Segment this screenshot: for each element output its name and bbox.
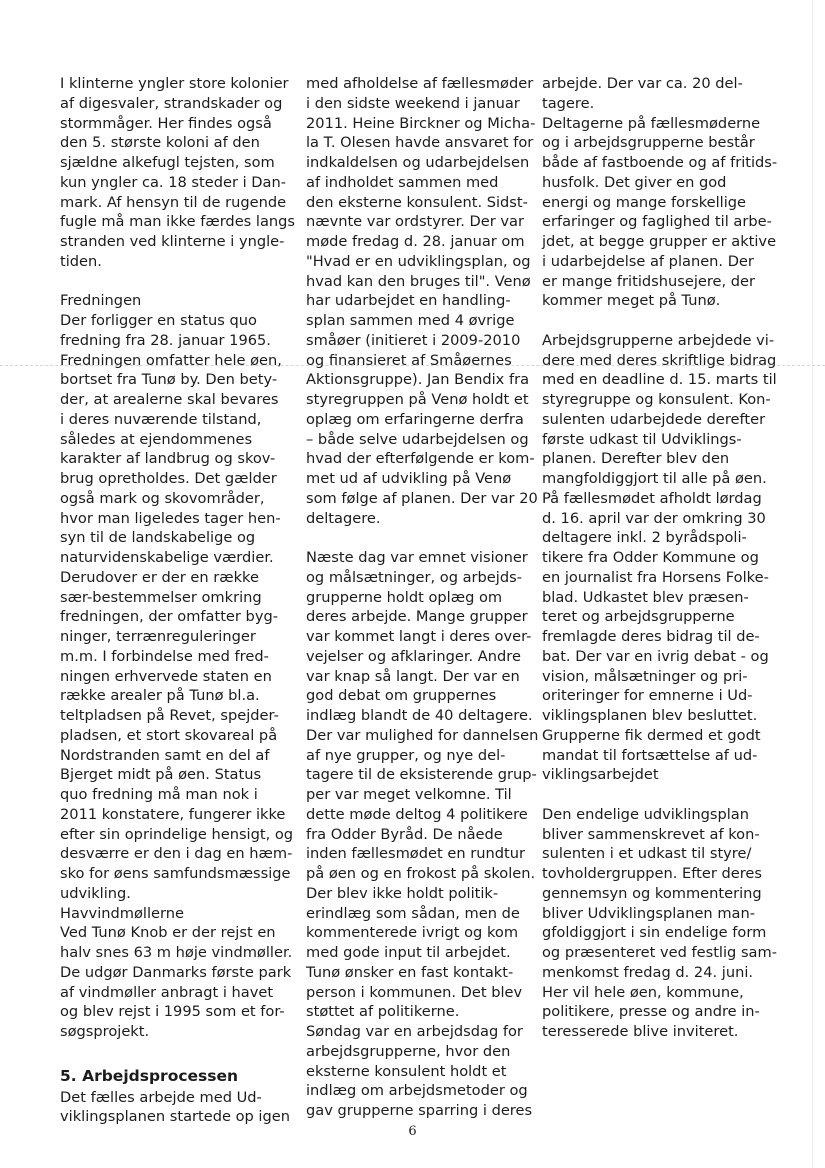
text-line: fra Odder Byråd. De nåede <box>306 825 503 843</box>
text-line: karakter af landbrug og skov- <box>60 450 276 468</box>
text-line: Næste dag var emnet visioner <box>306 549 528 566</box>
text-line: dette møde deltog 4 politikere <box>306 805 528 823</box>
text-line: og blev rejst i 1995 som et for- <box>60 1003 285 1021</box>
text-line: var knap så langt. Der var en <box>306 667 520 685</box>
text-line: arbejdsgrupperne, hvor den <box>306 1042 511 1060</box>
text-line: På fællesmødet afholdt lørdag <box>542 489 762 507</box>
text-line: jdet, at begge grupper er aktive <box>542 233 777 250</box>
text-line: vejelser og afklaringer. Andre <box>306 647 521 665</box>
text-line: af vindmøller anbragt i havet <box>60 983 274 1001</box>
text-line: i deres nuværende tilstand, <box>60 410 262 428</box>
text-line: sær-bestemmelser omkring <box>60 588 262 606</box>
text-line: indlæg blandt de 40 deltagere. <box>306 707 533 724</box>
text-line: Nordstranden samt en del af <box>60 746 270 764</box>
text-line: stranden ved klinterne i yngle- <box>60 233 285 250</box>
paragraph-gap <box>60 272 282 292</box>
text-line: tikere fra Odder Kommune og <box>542 549 759 566</box>
text-line: første udkast til Udviklings- <box>542 430 742 448</box>
text-line: Havvindmøllerne <box>60 904 184 922</box>
text-line: indlæg om arbejdsmetoder og <box>306 1082 528 1100</box>
text-line: støttet af politikerne. <box>306 1003 460 1021</box>
text-line: la T. Olesen havde ansvaret for <box>306 134 534 152</box>
column-3-paragraph-1 <box>542 74 778 311</box>
text-line: Tunø ønsker en fast kontakt- <box>306 963 514 981</box>
text-line: således at ejendommenes <box>60 430 253 448</box>
text-line: viklingsplanen blev besluttet. <box>542 707 758 724</box>
text-line: en journalist fra Horsens Folke- <box>542 568 769 586</box>
text-line: af indholdet sammen med <box>306 173 499 191</box>
text-line: per var meget velkomne. Til <box>306 786 512 803</box>
text-line: erfaringer og faglighed til arbe- <box>542 213 772 231</box>
text-line: sjældne alkefugl tejsten, som <box>60 154 275 171</box>
text-line: møde fredag d. 28. januar om <box>306 233 525 250</box>
text-line: Aktionsgruppe). Jan Bendix fra <box>306 371 530 389</box>
text-line: er mange fritidshusejere, der <box>542 272 756 290</box>
column-1-paragraph-1 <box>60 74 296 272</box>
text-line: fredningen, der omfatter byg- <box>60 608 278 626</box>
text-line: teltpladsen på Revet, spejder- <box>60 707 279 724</box>
text-line: hvad kan den bruges til". Venø <box>306 272 531 290</box>
text-line: nævnte var ordstyrer. Der var <box>306 213 524 231</box>
text-line: tiden. <box>60 252 102 270</box>
text-line: hvad der efterfølgende er kom- <box>306 450 535 468</box>
text-line: gfoldiggjort i sin endelige form <box>542 924 767 942</box>
text-line: der, at arealerne skal bevares <box>60 391 279 408</box>
text-line: 2011 konstatere, fungerer ikke <box>60 805 286 823</box>
text-line: syn til de landskabelige og <box>60 529 256 547</box>
text-line: på øen og en frokost på skolen. <box>306 865 536 882</box>
text-line: bat. Der var en ivrig debat - og <box>542 647 769 665</box>
text-line: med afholdelse af fællesmøder <box>306 75 534 92</box>
text-line: energi og mange forskellige <box>542 193 747 211</box>
text-line: bortset fra Tunø by. Den bety- <box>60 371 278 389</box>
text-line: Grupperne fik dermed et godt <box>542 726 761 744</box>
text-line: af nye grupper, og nye del- <box>306 746 506 764</box>
text-line: Ved Tunø Knob er der rejst en <box>60 924 276 942</box>
text-line: "Hvad er en udviklingsplan, og <box>306 252 531 270</box>
text-line: hvor man ligeledes tager hen- <box>60 509 281 527</box>
text-line: I klinterne yngler store kolonier <box>60 75 289 92</box>
text-line: planen. Derefter blev den <box>542 450 730 468</box>
text-line: fugle må man ikke færdes langs <box>60 213 296 231</box>
text-line: naturvidenskabelige værdier. <box>60 549 274 566</box>
text-line: fremlagde deres bidrag til de- <box>542 628 760 645</box>
text-line: bliver Udviklingsplanen man- <box>542 904 755 922</box>
paragraph-gap <box>542 785 770 805</box>
text-line: og i arbejdsgrupperne består <box>542 134 755 152</box>
text-line: i den sidste weekend i januar <box>306 94 520 112</box>
text-line: styregruppen på Venø holdt et <box>306 391 529 408</box>
text-line: viklingsplanen startede op igen <box>60 1108 290 1126</box>
text-line: erindlæg som sådan, men de <box>306 904 520 922</box>
text-line: tagere. <box>542 94 595 112</box>
text-line: søgsprojekt. <box>60 1023 150 1040</box>
text-line: met ud af udvikling på Venø <box>306 470 512 487</box>
text-line: stormmåger. Her findes også <box>60 114 272 132</box>
text-line: Arbejdsgrupperne arbejdede vi- <box>542 331 775 349</box>
paragraph-gap <box>306 528 528 548</box>
column-1-paragraph-2 <box>60 291 294 1042</box>
text-line: ningen erhvervede staten en <box>60 667 272 685</box>
text-line: Der blev ikke holdt politik- <box>306 884 499 902</box>
text-line: husfolk. Det giver en god <box>542 173 727 191</box>
text-line: tovholdergruppen. Efter deres <box>542 865 762 882</box>
text-line: fredning fra 28. januar 1965. <box>60 331 271 349</box>
text-line: desværre er den i dag en hæm- <box>60 845 293 863</box>
column-1 <box>60 74 296 1127</box>
text-line: Fredningen omfatter hele øen, <box>60 351 282 369</box>
text-line: har udarbejdet en handling- <box>306 292 511 310</box>
page-number: 6 <box>408 1124 417 1139</box>
text-line: også mark og skovområder, <box>60 489 265 507</box>
text-line: mark. Af hensyn til de rugende <box>60 193 287 211</box>
text-line: kommenterede ivrigt og kom <box>306 924 519 942</box>
text-line: god debat om gruppernes <box>306 687 497 705</box>
text-line: mangfoldiggjort til alle på øen. <box>542 470 767 487</box>
text-line: gennemsyn og kommentering <box>542 884 762 902</box>
text-line: 2011. Heine Birckner og Micha- <box>306 114 536 132</box>
text-line: sko for øens samfundsmæssige <box>60 865 291 882</box>
text-line: Derudover er der en række <box>60 568 259 586</box>
text-line: række arealer på Tunø bl.a. <box>60 687 260 705</box>
text-line: efter sin oprindelige hensigt, og <box>60 825 294 843</box>
column-1-paragraph-3 <box>60 1088 290 1128</box>
paragraph-gap <box>60 1042 282 1062</box>
paragraph-gap <box>542 311 770 331</box>
text-line: oplæg om erfaringerne derfra <box>306 410 524 428</box>
text-line: ninger, terrænreguleringer <box>60 628 256 645</box>
text-line: sulenten udarbejdede derefter <box>542 410 766 428</box>
text-line: Fredningen <box>60 292 142 310</box>
text-line: Søndag var en arbejdsdag for <box>306 1023 523 1040</box>
text-line: den 5. største koloni af den <box>60 134 260 152</box>
text-line: brug opretholdes. Det gælder <box>60 470 277 487</box>
column-2-paragraph-1 <box>306 74 538 528</box>
text-line: vision, målsætninger og pri- <box>542 667 748 685</box>
text-line: bliver sammenskrevet af kon- <box>542 825 760 843</box>
text-line: d. 16. april var der omkring 30 <box>542 509 766 527</box>
text-line: splan sammen med 4 øvrige <box>306 312 515 329</box>
text-line: styregruppe og konsulent. Kon- <box>542 391 771 408</box>
text-line: Der forligger en status quo <box>60 312 257 329</box>
text-line: gav grupperne sparring i deres <box>306 1102 533 1119</box>
text-line: inden fællesmødet en rundtur <box>306 845 525 863</box>
text-line: viklingsarbejdet <box>542 766 659 784</box>
text-line: både af fastboende og af fritids- <box>542 154 778 171</box>
text-line: deltagere inkl. 2 byrådspoli- <box>542 529 747 547</box>
column-2-paragraph-2 <box>306 548 539 1121</box>
text-line: quo fredning må man nok i <box>60 786 258 803</box>
text-line: dere med deres skriftlige bidrag <box>542 351 777 369</box>
text-line: med gode input til arbejdet. <box>306 944 511 961</box>
text-line: teresserede blive inviteret. <box>542 1023 739 1040</box>
text-line: grupperne holdt oplæg om <box>306 588 503 606</box>
text-line: m.m. I forbindelse med fred- <box>60 647 269 665</box>
text-line: sulenten i et udkast til styre/ <box>542 845 752 863</box>
text-line: eksterne konsulent holdt et <box>306 1062 507 1080</box>
text-line: oriteringer for emnerne i Ud- <box>542 687 753 705</box>
text-line: blad. Udkastet blev præsen- <box>542 588 749 606</box>
text-line: kommer meget på Tunø. <box>542 292 721 310</box>
text-line: – både selve udarbejdelsen og <box>306 430 529 448</box>
text-line: Deltagerne på fællesmøderne <box>542 114 761 132</box>
text-line: halv snes 63 m høje vindmøller. <box>60 944 293 961</box>
text-line: teret og arbejdsgrupperne <box>542 608 735 626</box>
text-line: person i kommunen. Det blev <box>306 983 523 1001</box>
text-line: pladsen, et stort skovareal på <box>60 726 278 744</box>
text-line: indkaldelsen og udarbejdelsen <box>306 154 530 171</box>
text-line: og præsenteret ved festlig sam- <box>542 944 777 961</box>
text-line: Bjerget midt på øen. Status <box>60 766 262 784</box>
text-line: kun yngler ca. 18 steder i Dan- <box>60 173 286 191</box>
text-line: af digesvaler, strandskader og <box>60 94 283 112</box>
text-line: Der var mulighed for dannelsen <box>306 726 539 744</box>
text-line: Her vil hele øen, kommune, <box>542 983 744 1001</box>
text-line: arbejde. Der var ca. 20 del- <box>542 75 743 92</box>
section-heading: 5. Arbejdsprocessen <box>60 1066 239 1085</box>
text-line: småøer (initieret i 2009-2010 <box>306 331 521 349</box>
column-3-paragraph-2 <box>542 331 777 785</box>
column-2 <box>306 74 539 1121</box>
text-line: mandat til fortsættelse af ud- <box>542 746 758 764</box>
text-line: politikere, presse og andre in- <box>542 1003 760 1021</box>
text-line: den eksterne konsulent. Sidst- <box>306 193 528 211</box>
text-line: menkomst fredag d. 24. juni. <box>542 963 754 981</box>
text-line: i udarbejdelse af planen. Der <box>542 252 754 270</box>
column-3-paragraph-3 <box>542 805 777 1042</box>
text-line: De udgør Danmarks første park <box>60 963 292 981</box>
text-line: og målsætninger, og arbejds- <box>306 568 522 586</box>
text-line: Det fælles arbejde med Ud- <box>60 1088 262 1106</box>
text-line: og finansieret af Småøernes <box>306 351 512 369</box>
text-line: deres arbejde. Mange grupper <box>306 608 528 626</box>
text-line: deltagere. <box>306 509 381 527</box>
text-line: Den endelige udviklingsplan <box>542 805 749 823</box>
text-line: tagere til de eksisterende grup- <box>306 766 537 784</box>
text-line: som følge af planen. Der var 20 <box>306 489 538 507</box>
column-3 <box>542 74 778 1042</box>
text-line: udvikling. <box>60 884 131 902</box>
text-line: med en deadline d. 15. marts til <box>542 371 777 389</box>
scan-edge <box>812 0 813 1168</box>
text-line: var kommet langt i deres over- <box>306 628 532 645</box>
